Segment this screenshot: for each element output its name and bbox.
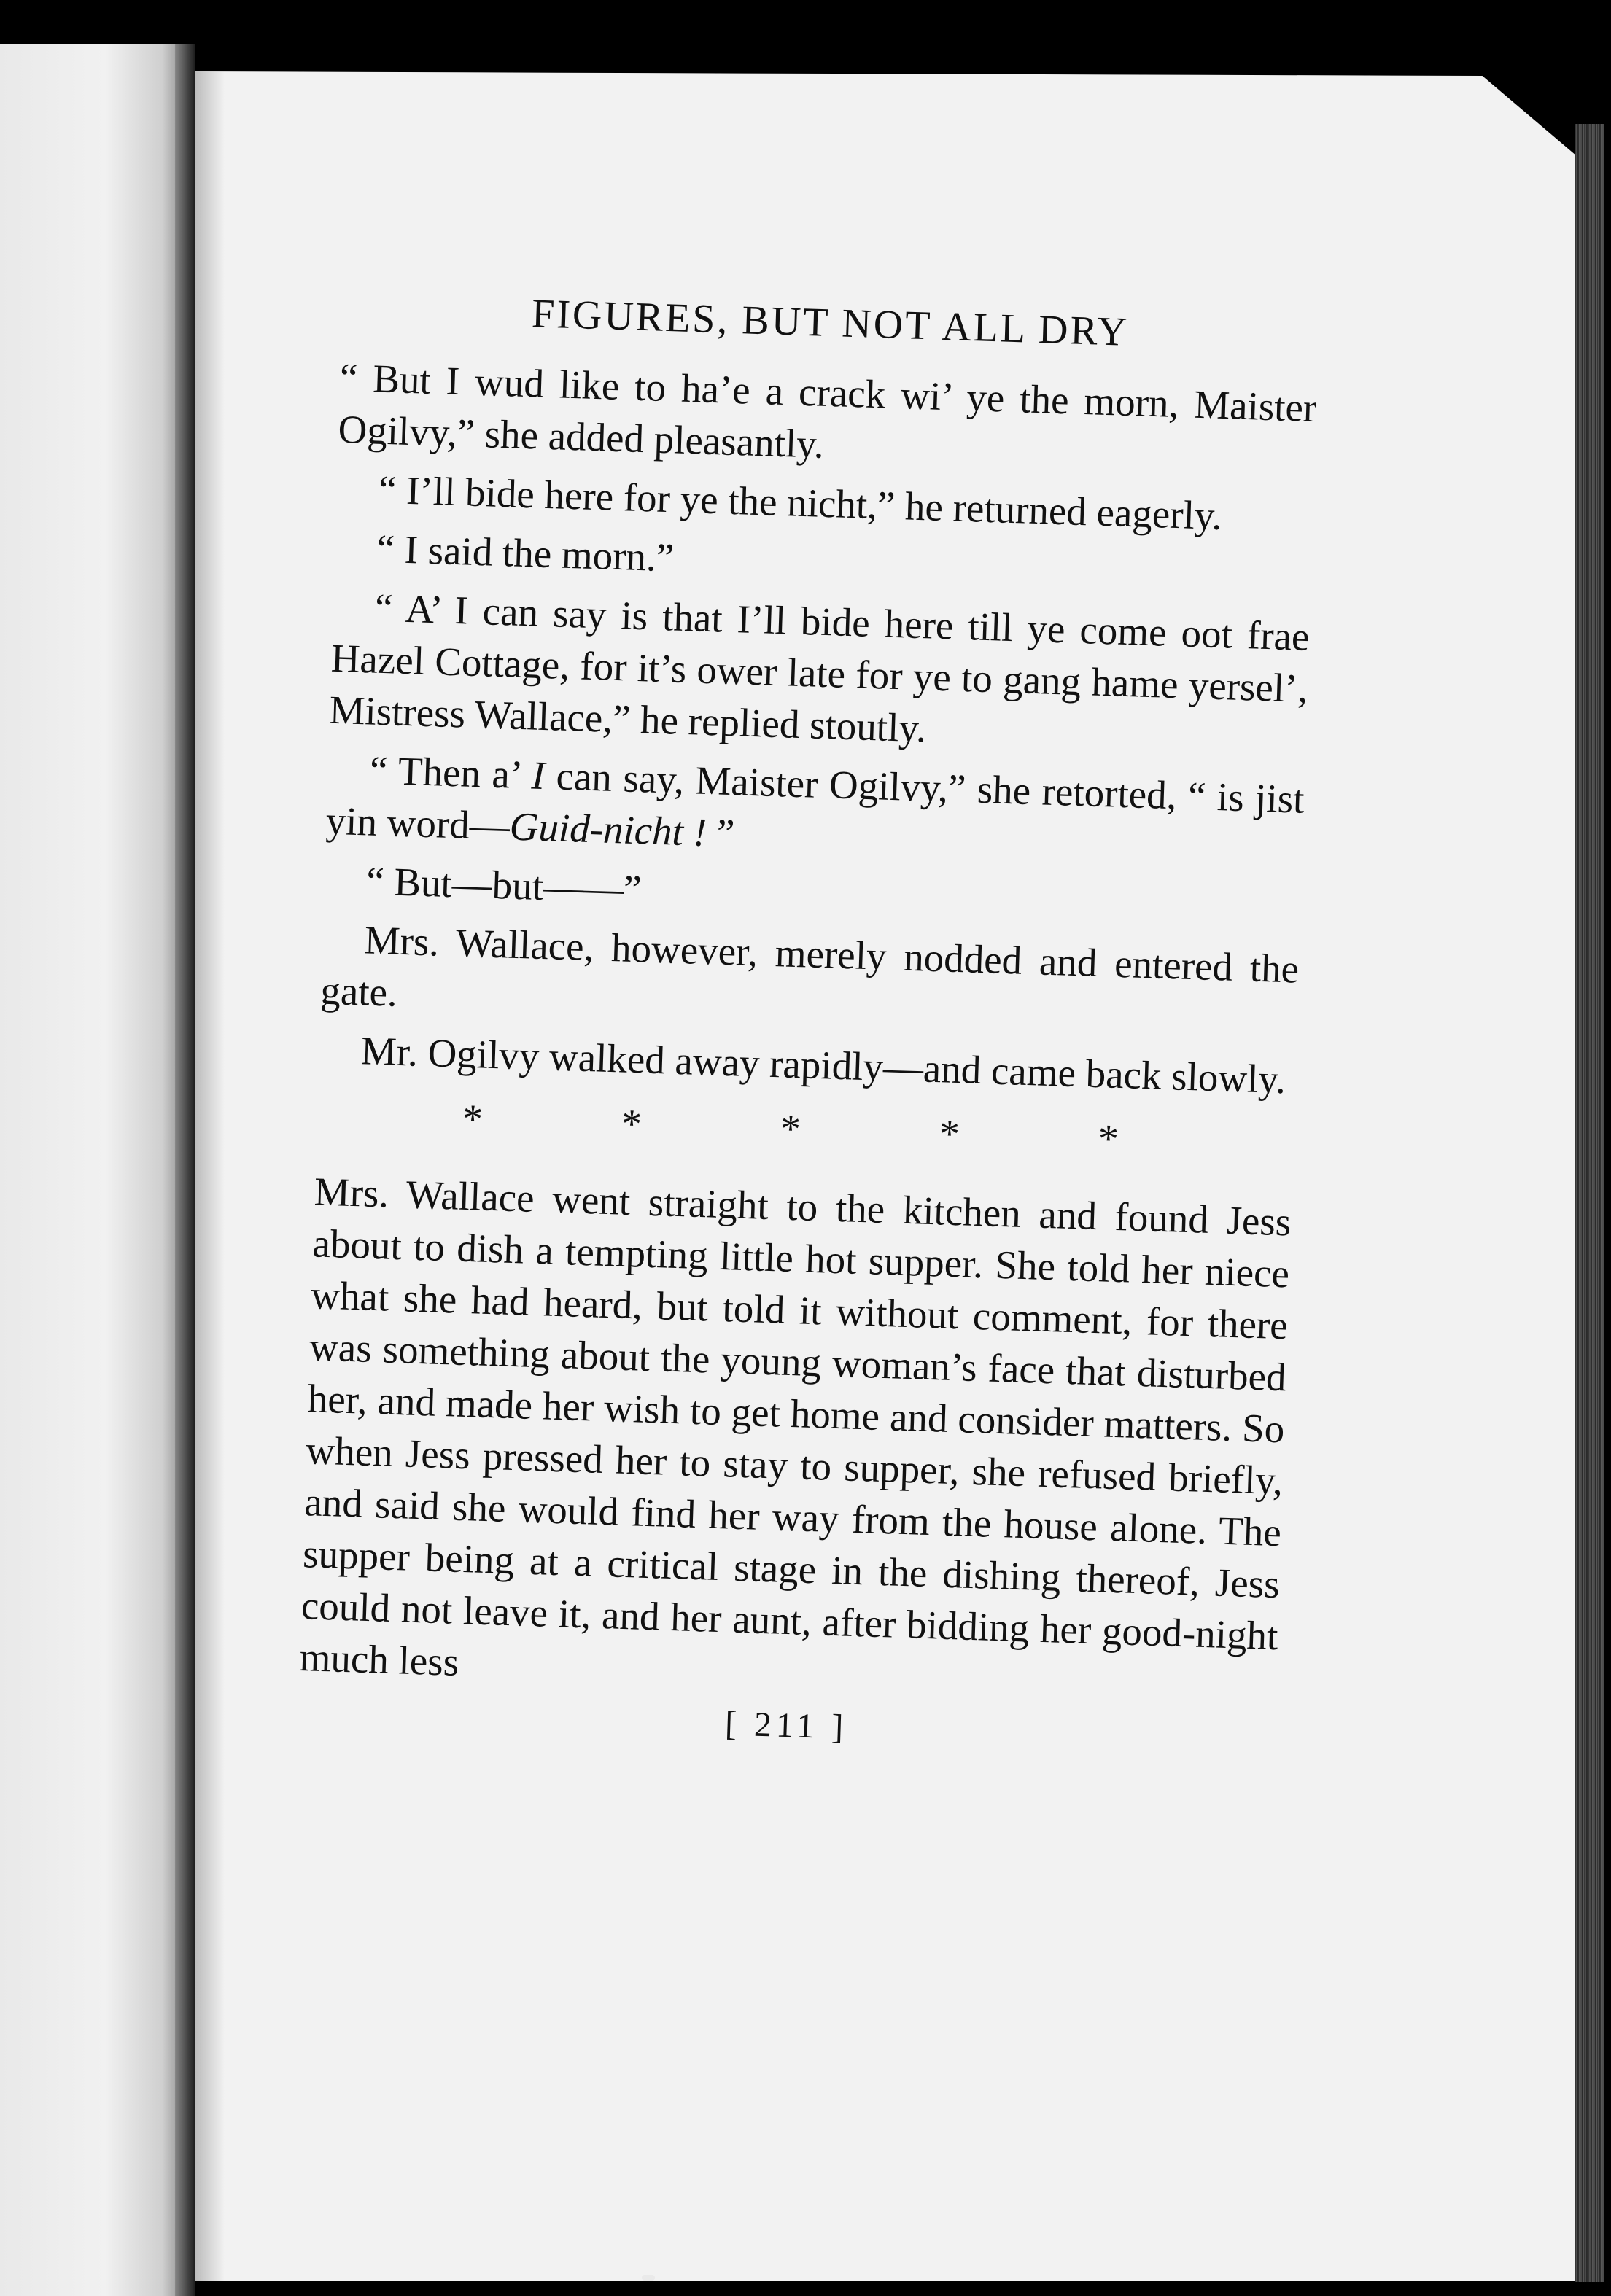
- paragraph-italic-text: Guid-nicht !: [508, 803, 708, 855]
- page-text-block: [298, 284, 1320, 1761]
- running-head: FIGURES, BUT NOT ALL DRY: [531, 291, 1130, 355]
- paragraph-text: Mrs. Wallace, however, merely nodded and entered the gate.: [319, 917, 1300, 1015]
- paragraph: [338, 351, 1318, 486]
- section-break-star: *: [621, 1101, 643, 1148]
- section-break-star: *: [1097, 1116, 1119, 1162]
- binding-shadow: [175, 44, 195, 2296]
- paragraph: [299, 1165, 1292, 1713]
- paragraph-text: can say, Maister Ogilvy,” she retorted, “ is jist yin word—: [325, 753, 1305, 849]
- paragraph-italic-text: I: [530, 752, 546, 798]
- paragraph-text: Mr. Ogilvy walked away rapidly—and came back slowly.: [360, 1028, 1287, 1102]
- paragraph-text: “ But I wud like to ha’e a crack wi’ ye the morn, Maister Ogilvy,” she added pleasantly.: [337, 354, 1318, 467]
- page-fore-edge: [1575, 124, 1604, 2282]
- left-page-edge: [0, 44, 191, 2296]
- section-break-star: *: [462, 1096, 484, 1143]
- section-break-star: *: [938, 1111, 960, 1158]
- section-break-star: *: [779, 1106, 801, 1153]
- page-number: [ 211 ]: [724, 1704, 849, 1747]
- paragraph-text: “ A’ I can say is that I’ll bide here till ye come oot frae Hazel Cottage, for it’s ower late for ye to gang hame yersel’, Mistress Wallace,” he replied stoutly.: [328, 585, 1311, 751]
- paragraph-text: ”: [706, 810, 736, 856]
- scan-speck: [642, 2275, 655, 2281]
- section-break: [462, 1097, 1119, 1161]
- paragraph-text: “ Then a’: [369, 747, 532, 798]
- page-gutter-shade: [195, 71, 225, 2281]
- paragraph-text: Mrs. Wallace went straight to the kitchen and found Jess about to dish a tempting little hot supper. She told her niece what she had heard, but told it without comment, for there was something about the young woman’s face that disturbed her, and made her wish to get home and consider matters. So when Jess pressed her to stay to supper, she refused briefly, and said she would find her way from the house alone. The supper being at a critical stage in the dishing thereof, Jess could not leave it, and her aunt, after bidding her good-night much less: [298, 1169, 1292, 1684]
- paragraph-text: “ I said the morn.”: [376, 526, 675, 580]
- paragraph-text: “ But—but——”: [365, 858, 643, 912]
- paragraph: [319, 913, 1300, 1047]
- paragraph-text: “ I’ll bide here for ye the nicht,” he returned eagerly.: [378, 467, 1223, 539]
- paragraph: [325, 743, 1305, 877]
- paragraph: [329, 580, 1311, 766]
